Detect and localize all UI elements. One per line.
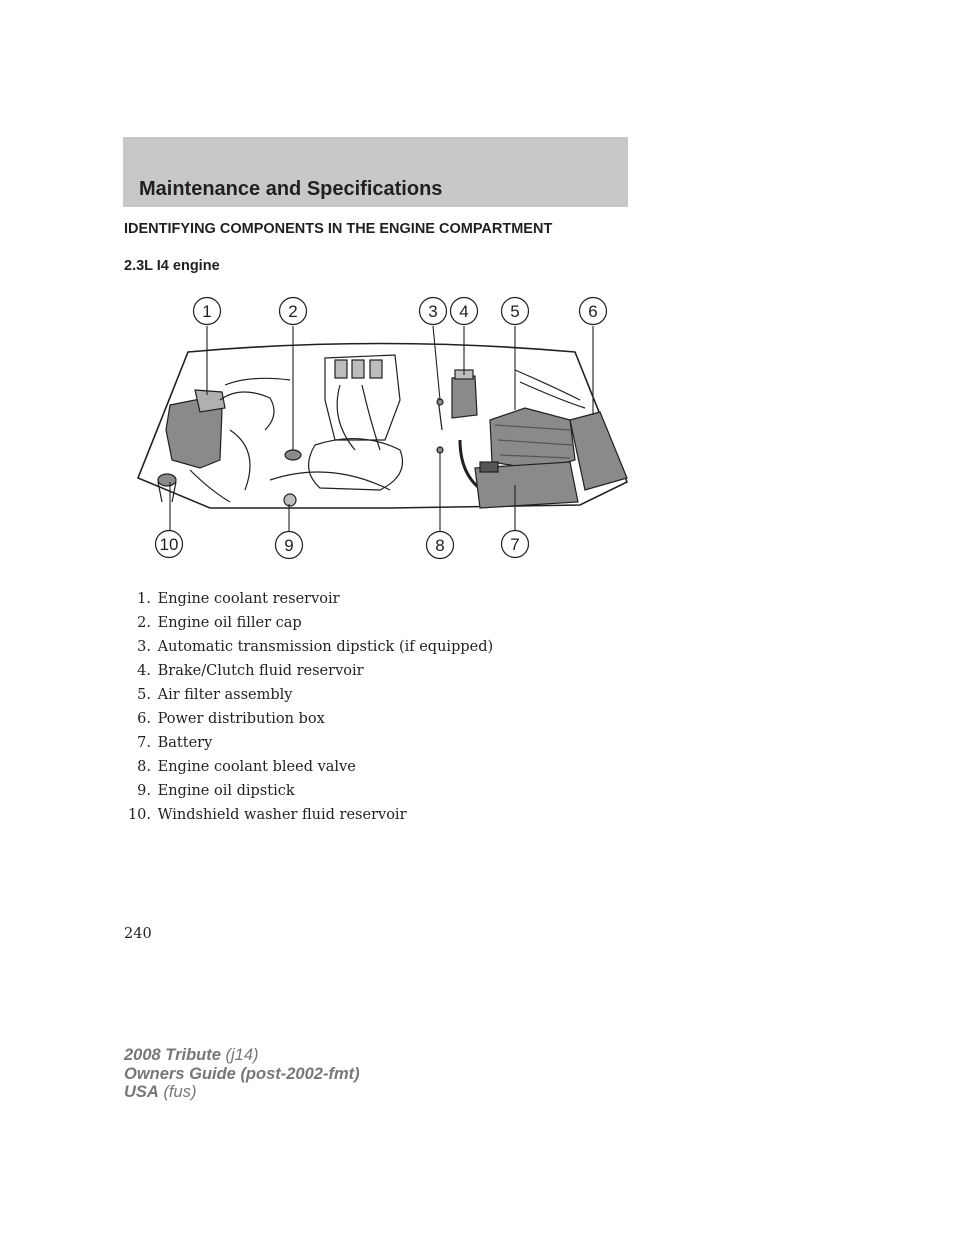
footer-line-3 xyxy=(124,1083,360,1102)
callout-2 xyxy=(280,298,307,325)
item-label: Engine coolant bleed valve xyxy=(157,759,356,775)
list-item xyxy=(124,637,493,661)
item-label: Engine coolant reservoir xyxy=(157,591,340,607)
list-item xyxy=(124,661,493,685)
section-heading: IDENTIFYING COMPONENTS IN THE ENGINE COMPARTMENT xyxy=(124,221,553,237)
callout-4 xyxy=(451,298,478,325)
list-item xyxy=(124,757,493,781)
callout-9 xyxy=(276,532,303,559)
svg-text:9: 9 xyxy=(284,536,294,555)
callout-5 xyxy=(502,298,529,325)
callout-3 xyxy=(420,298,447,325)
footer-model: 2008 Tribute xyxy=(124,1046,221,1064)
footer-line-2 xyxy=(124,1065,360,1084)
item-number: 1. xyxy=(137,591,151,607)
list-item xyxy=(124,613,493,637)
item-number: 4. xyxy=(137,663,151,679)
svg-text:5: 5 xyxy=(510,302,520,321)
item-label: Battery xyxy=(157,735,213,751)
svg-text:3: 3 xyxy=(428,302,438,321)
item-number: 9. xyxy=(137,783,151,799)
item-label: Brake/Clutch fluid reservoir xyxy=(157,663,364,679)
item-number: 3. xyxy=(137,639,151,655)
svg-text:4: 4 xyxy=(459,302,469,321)
item-number: 8. xyxy=(137,759,151,775)
callout-6 xyxy=(580,298,607,325)
item-number: 5. xyxy=(137,687,151,703)
svg-text:7: 7 xyxy=(510,535,520,554)
item-label: Air filter assembly xyxy=(157,687,293,703)
section-title: Maintenance and Specifications xyxy=(139,178,443,200)
item-number: 6. xyxy=(137,711,151,727)
document-footer xyxy=(124,1046,360,1102)
callout-10 xyxy=(156,531,183,558)
callout-1 xyxy=(194,298,221,325)
list-item xyxy=(124,733,493,757)
item-label: Engine oil filler cap xyxy=(157,615,302,631)
item-label: Power distribution box xyxy=(157,711,325,727)
list-item xyxy=(124,805,493,829)
list-item xyxy=(124,781,493,805)
footer-guide: Owners Guide (post-2002-fmt) xyxy=(124,1064,360,1083)
svg-text:1: 1 xyxy=(202,302,212,321)
page-number: 240 xyxy=(124,926,152,942)
list-item xyxy=(124,589,493,613)
callout-7 xyxy=(502,531,529,558)
svg-text:6: 6 xyxy=(588,302,598,321)
footer-market: USA xyxy=(124,1083,159,1101)
callout-8 xyxy=(427,532,454,559)
footer-line-1 xyxy=(124,1046,360,1065)
engine-subheading: 2.3L I4 engine xyxy=(124,258,220,274)
footer-model-code: (j14) xyxy=(225,1046,259,1064)
item-number: 10. xyxy=(127,807,151,823)
section-header-band xyxy=(123,137,628,207)
svg-text:8: 8 xyxy=(435,536,445,555)
engine-illustration xyxy=(138,344,627,509)
footer-market-code: (fus) xyxy=(163,1083,197,1101)
item-label: Windshield washer fluid reservoir xyxy=(157,807,407,823)
component-legend xyxy=(124,589,493,829)
svg-text:10: 10 xyxy=(159,535,179,554)
item-number: 2. xyxy=(137,615,151,631)
item-label: Automatic transmission dipstick (if equipped) xyxy=(157,639,494,655)
engine-compartment-diagram xyxy=(130,290,635,565)
list-item xyxy=(124,685,493,709)
list-item xyxy=(124,709,493,733)
svg-text:2: 2 xyxy=(288,302,298,321)
item-number: 7. xyxy=(137,735,151,751)
item-label: Engine oil dipstick xyxy=(157,783,295,799)
